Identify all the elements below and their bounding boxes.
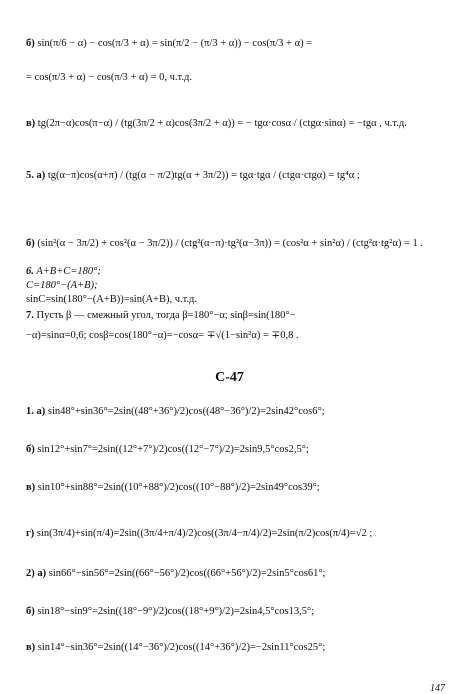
line-6v <box>26 118 446 130</box>
page-number: 147 <box>430 683 445 694</box>
item-label: г) <box>26 528 35 539</box>
c47-2a <box>26 568 446 580</box>
formula-text: sin(3π/4)+sin(π/4)=2sin((3π/4+π/4)/2)cos((3π/4−π/4)/2)=2sin(π/2)cos(π/4)=√2 ; <box>36 528 373 539</box>
item-label: в) <box>26 482 36 493</box>
c47-1a <box>26 406 446 418</box>
formula-text: tg(α−π)cos(α+π) / (tg(α − π/2)tg(α + 3π/2)) = tgα·tgα / (ctgα·ctgα) = tg⁴α ; <box>47 170 360 181</box>
line-6-c <box>26 280 446 292</box>
formula-text: Пусть β — смежный угол, тогда β=180°−α; sinβ=sin(180°− <box>36 310 296 321</box>
line-5b <box>26 238 446 250</box>
line-6 <box>26 266 446 278</box>
section-heading: С-47 <box>215 370 244 385</box>
formula-text: A+B+C=180°; <box>36 266 101 277</box>
item-label: 7. <box>26 310 34 321</box>
item-label: в) <box>26 118 36 129</box>
formula-text: sin14°−sin36°=2sin((14°−36°)/2)cos((14°+36°)/2)=−2sin11°cos25°; <box>37 642 326 653</box>
line-5a <box>26 170 446 182</box>
line-7-cont <box>26 330 446 342</box>
item-label: 2) а) <box>26 568 47 579</box>
formula-text: (sin²(α − 3π/2) + cos²(α − 3π/2)) / (ctg²(α−π)·tg²(α−3π)) = (cos²α + sin²α) / (ctg²α·tg²α) = 1 . <box>37 238 423 249</box>
c47-1v <box>26 482 446 494</box>
formula-text: = cos(π/3 + α) − cos(π/3 + α) = 0, ч.т.д. <box>26 72 192 83</box>
c47-2b <box>26 606 446 618</box>
item-label: 1. а) <box>26 406 46 417</box>
formula-text: sin66°−sin56°=2sin((66°−56°)/2)cos((66°+56°)/2)=2sin5°cos61°; <box>48 568 326 579</box>
c47-1g <box>26 528 446 540</box>
item-label: в) <box>26 642 36 653</box>
formula-text: sin18°−sin9°=2sin((18°−9°)/2)cos((18°+9°)/2)=2sin4,5°cos13,5°; <box>37 606 315 617</box>
c47-2v <box>26 642 446 654</box>
line-7 <box>26 310 446 322</box>
item-label: 6. <box>26 266 34 277</box>
item-label: 5. а) <box>26 170 46 181</box>
formula-text: sin48°+sin36°=2sin((48°+36°)/2)cos((48°−36°)/2)=2sin42°cos6°; <box>47 406 325 417</box>
item-label: б) <box>26 38 35 49</box>
formula-text: sin(π/6 − α) − cos(π/3 + α) = sin(π/2 − (π/3 + α)) − cos(π/3 + α) = <box>37 38 313 49</box>
formula-text: tg(2π−α)cos(π−α) / (tg(3π/2 + α)cos(3π/2 + α)) = − tgα·cosα / (ctgα·sinα) = −tgα , ч.т.д. <box>37 118 407 129</box>
item-label: б) <box>26 606 35 617</box>
c47-1b <box>26 444 446 456</box>
formula-text: −α)=sinα=0,6; cosβ=cos(180°−α)=−cosα= ∓√(1−sin²α) = ∓0,8 . <box>26 330 299 341</box>
line-6b-cont <box>26 72 446 84</box>
formula-text: C=180°−(A+B); <box>26 280 98 291</box>
formula-text: sin10°+sin88°=2sin((10°+88°)/2)cos((10°−88°)/2)=2sin49°cos39°; <box>37 482 320 493</box>
item-label: б) <box>26 444 35 455</box>
formula-text: sinC=sin(180°−(A+B))=sin(A+B), ч.т.д. <box>26 294 198 305</box>
line-6b <box>26 38 446 50</box>
formula-text: sin12°+sin7°=2sin((12°+7°)/2)cos((12°−7°)/2)=2sin9,5°cos2,5°; <box>37 444 309 455</box>
item-label: б) <box>26 238 35 249</box>
line-6-sinc <box>26 294 446 306</box>
